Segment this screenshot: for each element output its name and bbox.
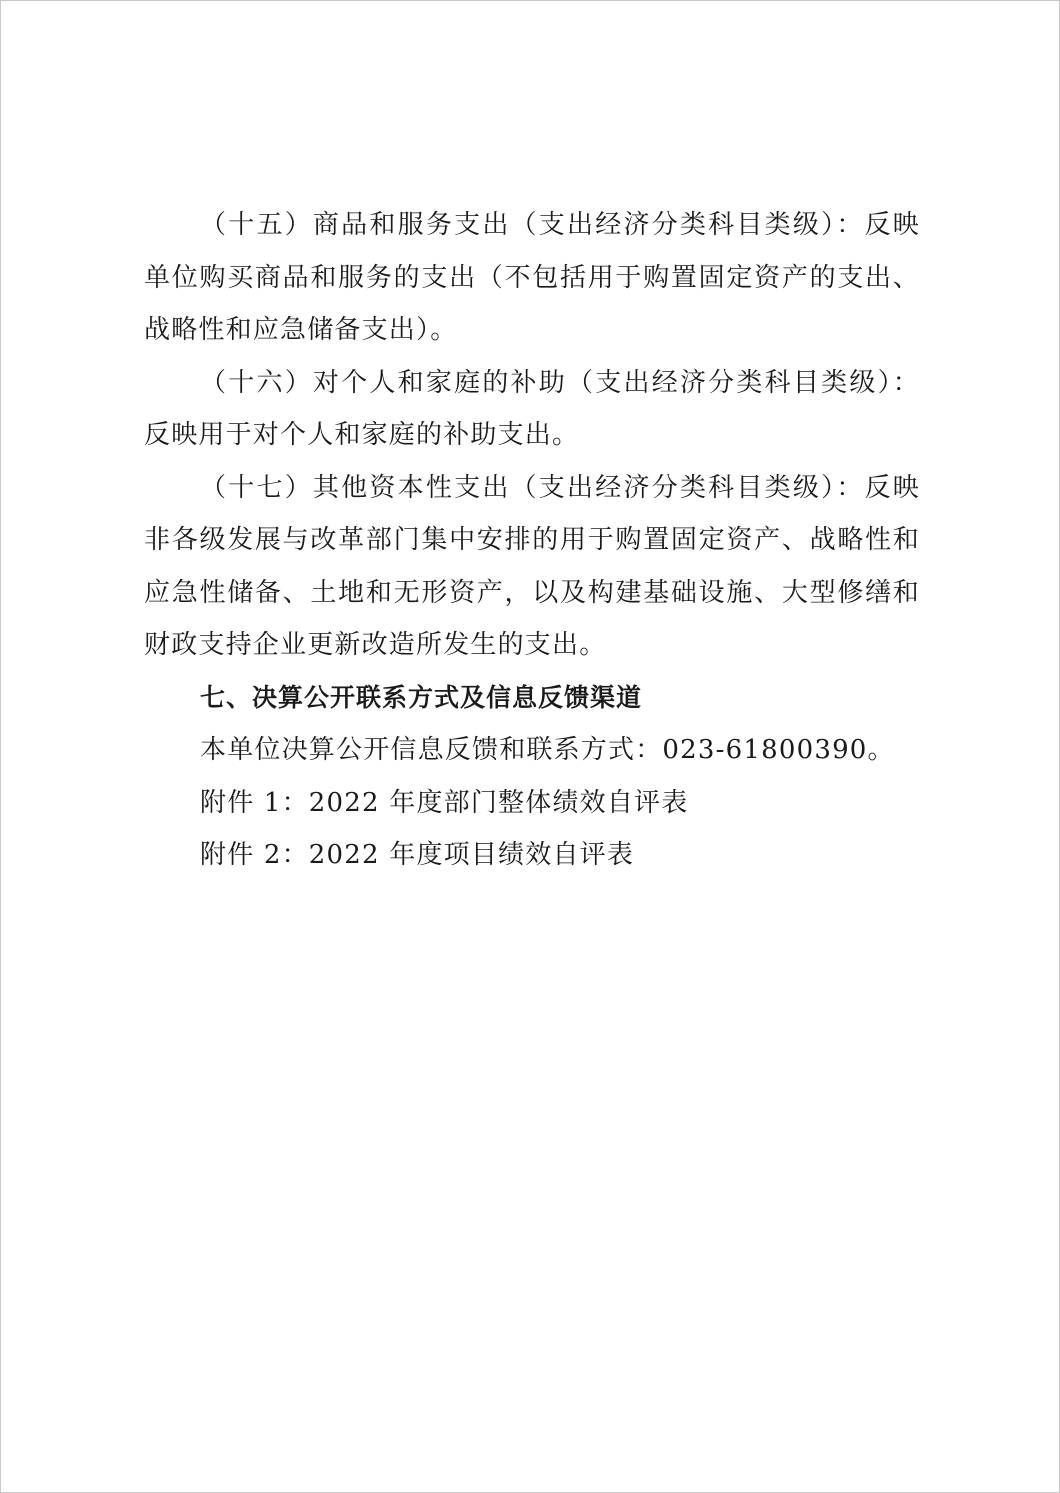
contact-info: 本单位决算公开信息反馈和联系方式：023-61800390。 bbox=[200, 735, 895, 765]
paragraph-household-subsidy: （十六）对个人和家庭的补助（支出经济分类科目类级）：反映用于对个人和家庭的补助支出。 bbox=[144, 367, 920, 450]
document-body bbox=[144, 199, 920, 882]
attachment-2: 附件 2：2022 年度项目绩效自评表 bbox=[200, 840, 635, 870]
paragraph-goods-services-expense: （十五）商品和服务支出（支出经济分类科目类级）：反映单位购买商品和服务的支出（不包括用于购置固定资产的支出、战略性和应急储备支出）。 bbox=[144, 210, 920, 345]
attachment-1: 附件 1：2022 年度部门整体绩效自评表 bbox=[200, 787, 689, 818]
section-heading-contact: 七、决算公开联系方式及信息反馈渠道 bbox=[200, 682, 643, 712]
paragraph-other-capital-expense: （十七）其他资本性支出（支出经济分类科目类级）：反映非各级发展与改革部门集中安排的用于购置固定资产、战略性和应急性储备、土地和无形资产，以及构建基础设施、大型修缮和财政支持企业更新改造所发生的支出。 bbox=[144, 472, 920, 660]
